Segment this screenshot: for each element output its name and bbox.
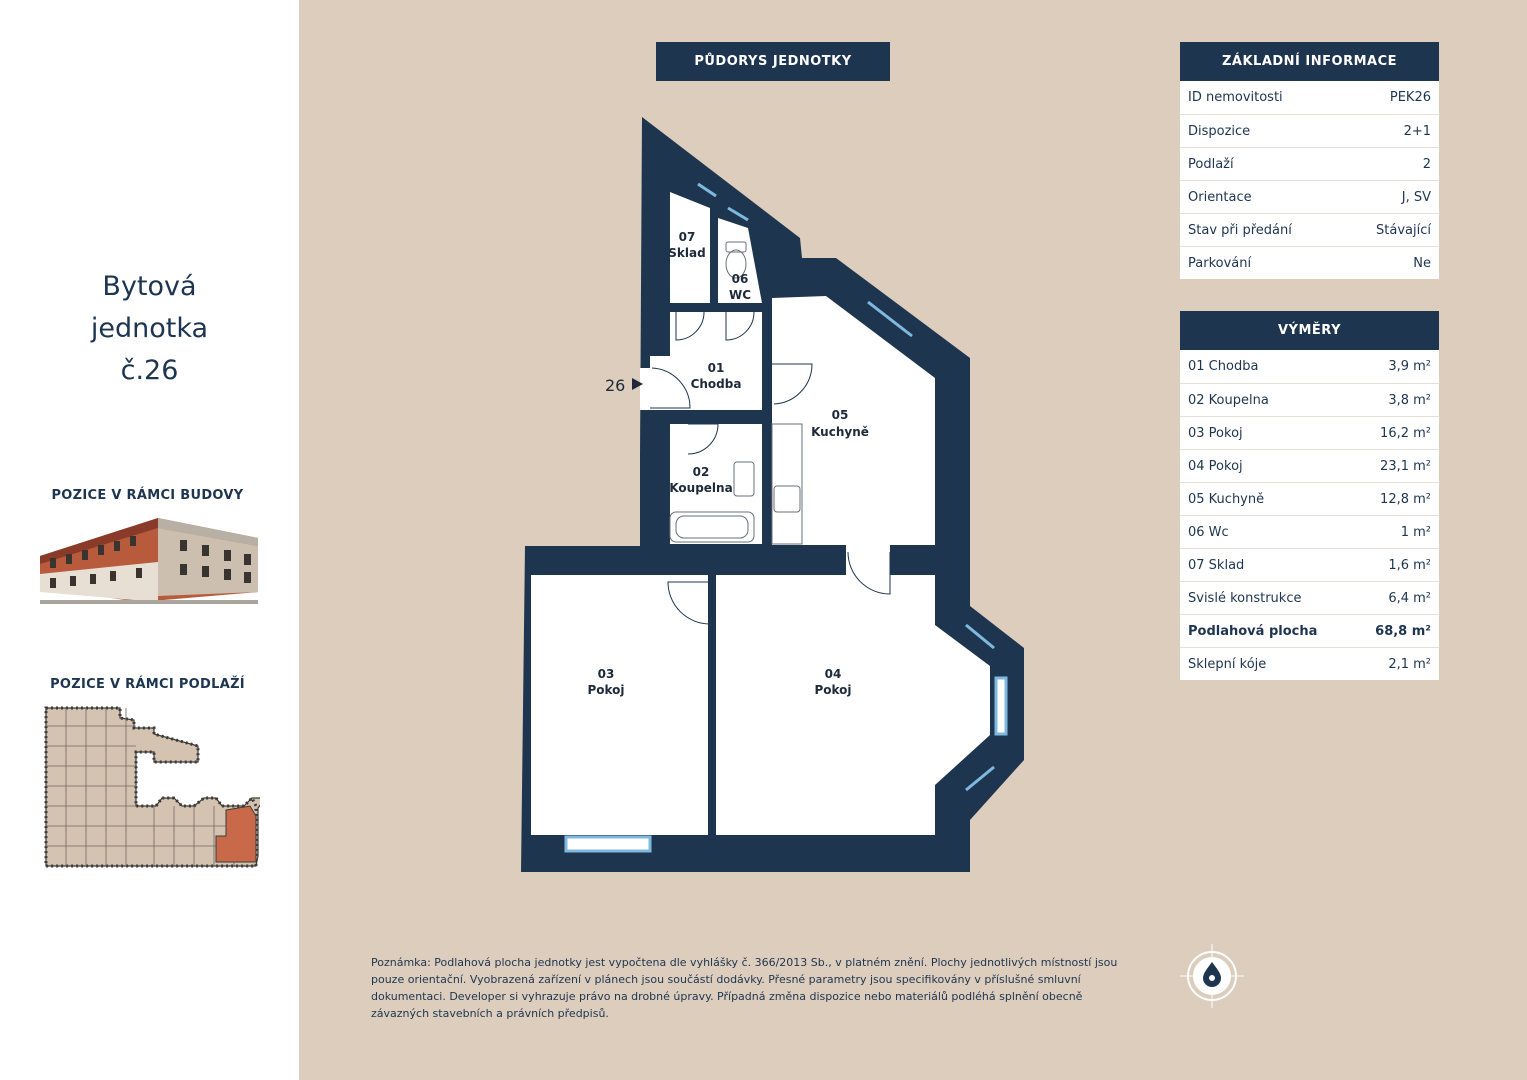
table-row: 06 Wc 1 m² xyxy=(1180,515,1439,548)
table-row: 07 Sklad 1,6 m² xyxy=(1180,548,1439,581)
room-05-name: Kuchyně xyxy=(811,425,869,439)
room-02-num: 02 xyxy=(692,465,710,479)
floorplan-title: PŮDORYS JEDNOTKY xyxy=(656,42,890,81)
table-row: Svislé konstrukce 6,4 m² xyxy=(1180,581,1439,614)
basic-info-title: ZÁKLADNÍ INFORMACE xyxy=(1180,42,1439,81)
room-01-name: Chodba xyxy=(690,377,742,391)
room-05-num: 05 xyxy=(831,408,849,422)
room-07-name: Sklad xyxy=(668,246,706,260)
table-row: 05 Kuchyně 12,8 m² xyxy=(1180,482,1439,515)
table-row: Sklepní kóje 2,1 m² xyxy=(1180,647,1439,680)
table-row: Stav při předání Stávající xyxy=(1180,213,1439,246)
room-03-name: Pokoj xyxy=(587,683,625,697)
room-04-num: 04 xyxy=(824,667,842,681)
table-row: 02 Koupelna 3,8 m² xyxy=(1180,383,1439,416)
basic-info-table xyxy=(1180,81,1439,279)
disclaimer-note: Poznámka: Podlahová plocha jednotky jest vypočtena dle vyhlášky č. 366/2013 Sb., v platném znění. Plochy jednotlivých místností jsou pouze orientační. Vyobrazená zařízení v plánech jsou součástí dodávky. Přesné parametry jsou specifikovány v příslušné smluvní dokumentaci. Developer si vyhrazuje právo na drobné úpravy. Případná změna dispozice nebo materiálů podléhá splnění obecně závazných stavebních a právních předpisů. xyxy=(371,956,1118,1020)
table-row: Orientace J, SV xyxy=(1180,180,1439,213)
floor-position-title: POZICE V RÁMCI PODLAŽÍ xyxy=(50,677,245,692)
entry-label: 26 xyxy=(605,376,626,395)
room-06-name: WC xyxy=(728,288,752,302)
room-06-num: 06 xyxy=(731,272,749,286)
table-row: Dispozice 2+1 xyxy=(1180,114,1439,147)
building-position-title: POZICE V RÁMCI BUDOVY xyxy=(51,488,244,503)
compass-icon xyxy=(1180,944,1244,1008)
table-row: 03 Pokoj 16,2 m² xyxy=(1180,416,1439,449)
room-03-num: 03 xyxy=(597,667,615,681)
room-01-num: 01 xyxy=(707,361,725,375)
table-row: 04 Pokoj 23,1 m² xyxy=(1180,449,1439,482)
table-row-total: Podlahová plocha 68,8 m² xyxy=(1180,614,1439,647)
table-row: 01 Chodba 3,9 m² xyxy=(1188,359,1431,374)
areas-title: VÝMĚRY xyxy=(1180,311,1439,350)
unit-title: Bytová jednotka č.26 xyxy=(90,271,209,386)
room-07-num: 07 xyxy=(678,230,696,244)
table-row: ID nemovitosti PEK26 xyxy=(1188,90,1431,105)
table-row: Podlaží 2 xyxy=(1180,147,1439,180)
room-04-name: Pokoj xyxy=(814,683,852,697)
table-row: Parkování Ne xyxy=(1180,246,1439,279)
room-02-name: Koupelna xyxy=(669,481,733,495)
areas-table xyxy=(1180,350,1439,680)
